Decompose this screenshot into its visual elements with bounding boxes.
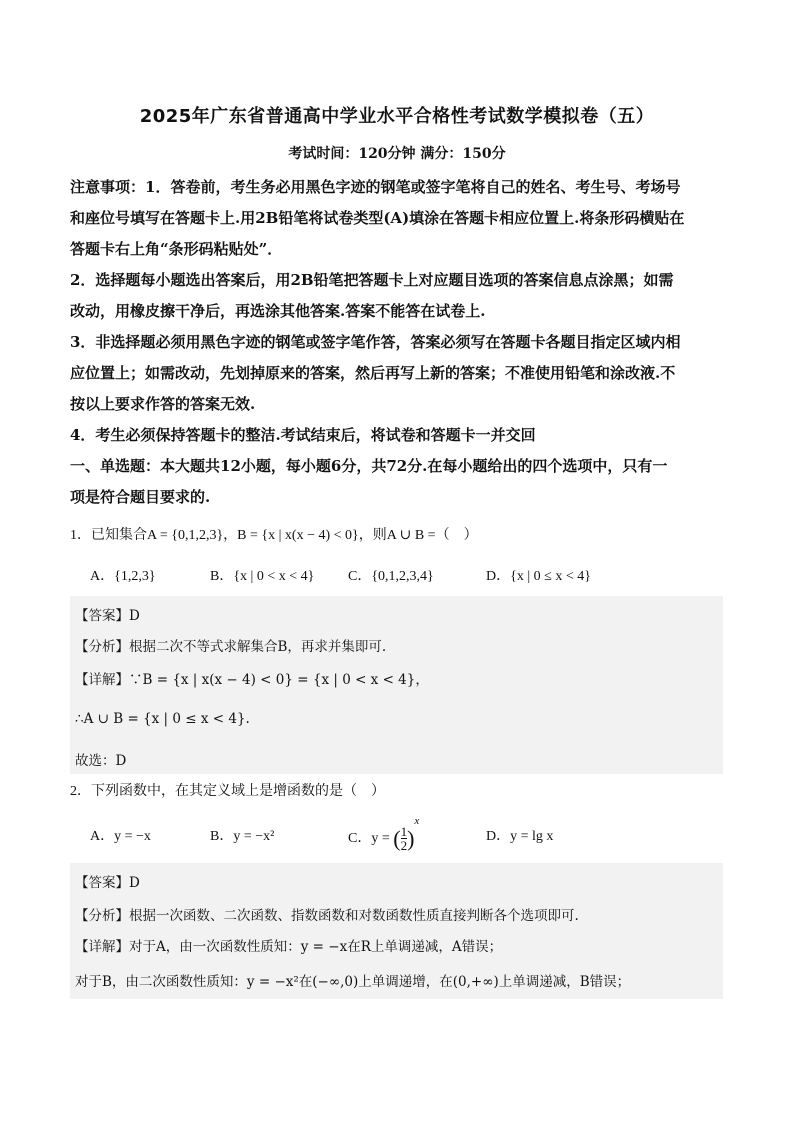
- notice-line-3: 答题卡右上角“条形码粘贴处”．: [70, 240, 283, 258]
- q1-detail-1: 【详解】∵B = {x | x(x − 4) < 0} = {x | 0 < x < 4}，: [75, 672, 429, 688]
- q1-analysis: 【分析】根据二次不等式求解集合B，再求并集即可.: [75, 639, 387, 655]
- section-heading-line-1: 一、单选题：本大题共12小题，每小题6分，共72分.在每小题给出的四个选项中，只有一: [70, 457, 668, 475]
- q2-detail-2: 对于B，由二次函数性质知：y = −x²在(−∞,0)上单调递增，在(0,+∞)上单调递减，B错误；: [75, 974, 631, 990]
- q2-option-b: B．y = −x²: [210, 829, 275, 844]
- notice-item-4: 4．考生必须保持答题卡的整洁.考试结束后，将试卷和答题卡一并交回: [70, 426, 536, 444]
- question-2-stem: 2．下列函数中，在其定义域上是增函数的是（ ）: [70, 784, 385, 799]
- q2-option-d: D．y = lg x: [486, 829, 554, 844]
- section-heading-line-2: 项是符合题目要求的.: [70, 488, 211, 506]
- q2-analysis: 【分析】根据一次函数、二次函数、指数函数和对数函数性质直接判断各个选项即可.: [75, 908, 579, 924]
- q1-option-b: B．{x | 0 < x < 4}: [210, 569, 315, 584]
- q2-option-c: C．y = ( $\frac{1}{2}$ )$^x$: [348, 815, 420, 854]
- notice-item-2b: 改动，用橡皮擦干净后，再选涂其他答案.答案不能答在试卷上.: [70, 302, 486, 320]
- notice-item-3c: 按以上要求作答的答案无效.: [70, 395, 256, 413]
- notice-item-3a: 3．非选择题必须用黑色字迹的钢笔或签字笔作答，答案必须写在答题卡各题目指定区域内相: [70, 333, 681, 351]
- q1-detail-2: ∴A ∪ B = {x | 0 ≤ x < 4}.: [75, 711, 250, 727]
- fraction-denominator: 2: [400, 838, 408, 854]
- exam-title: 2025年广东省普通高中学业水平合格性考试数学模拟卷（五）: [139, 106, 655, 127]
- q2-answer: 【答案】D: [75, 875, 140, 891]
- exam-time-score: 考试时间：120分钟 满分：150分: [288, 146, 506, 162]
- fraction-numerator: 1: [400, 824, 408, 840]
- q1-option-c: C．{0,1,2,3,4}: [348, 569, 434, 584]
- notice-item-2a: 2．选择题每小题选出答案后，用2B铅笔把答题卡上对应题目选项的答案信息点涂黑；如需: [70, 271, 674, 289]
- notice-item-3b: 应位置上；如需改动，先划掉原来的答案，然后再写上新的答案；不准使用铅笔和涂改液.不: [70, 364, 676, 382]
- q1-option-d: D．{x | 0 ≤ x < 4}: [486, 569, 591, 584]
- q1-choose: 故选：D: [75, 753, 127, 769]
- q2-detail-1: 【详解】对于A，由一次函数性质知：y = −x在R上单调递减，A错误；: [75, 939, 503, 955]
- notice-line-1: 注意事项：1．答卷前，考生务必用黑色字迹的钢笔或签字笔将自己的姓名、考生号、考场号: [70, 178, 681, 196]
- notice-line-2: 和座位号填写在答题卡上.用2B铅笔将试卷类型(A)填涂在答题卡相应位置上.将条形码横贴在: [70, 209, 685, 227]
- q1-answer: 【答案】D: [75, 608, 140, 624]
- question-1-stem: 1．已知集合A = {0,1,2,3}，B = {x | x(x − 4) < 0}，则A ∪ B =（ ）: [70, 528, 478, 543]
- q2-option-a: A．y = −x: [90, 829, 151, 844]
- q2-option-c-prefix: C．y =: [348, 831, 394, 846]
- q2-option-c-exponent: x: [414, 815, 420, 827]
- q1-option-a: A．{1,2,3}: [90, 569, 156, 584]
